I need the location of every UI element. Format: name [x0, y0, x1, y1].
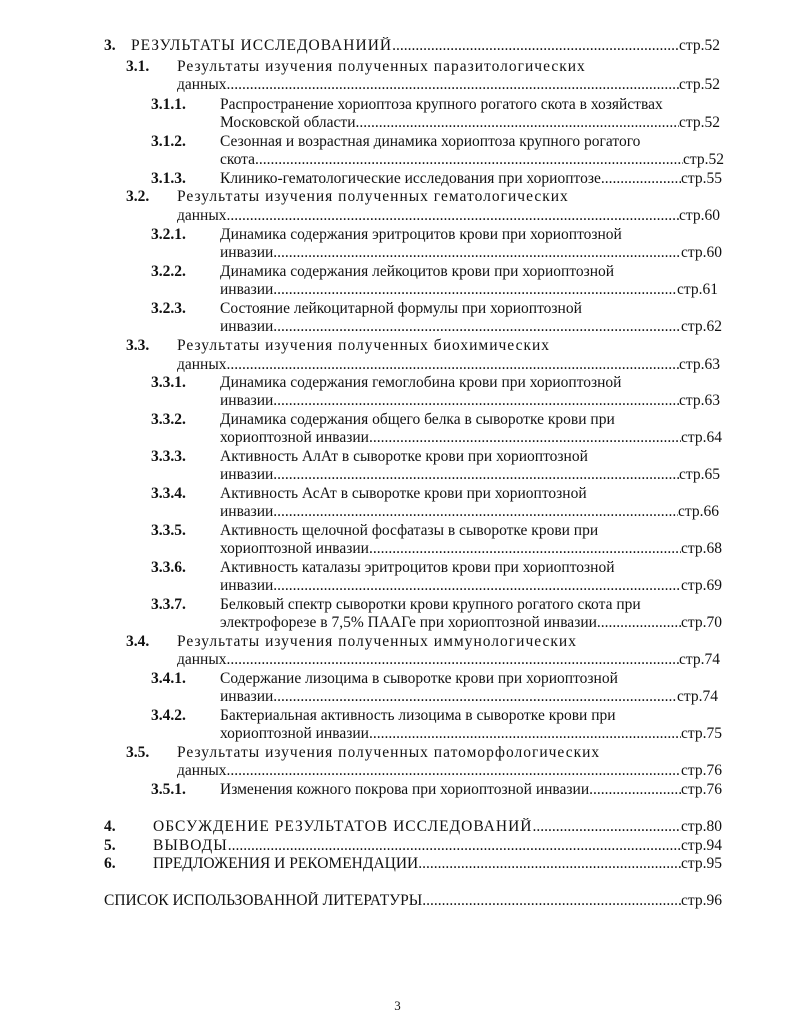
entry-page: стр.69 — [681, 577, 722, 594]
entry-number: 3.2.3. — [151, 300, 186, 317]
entry-line — [220, 540, 722, 558]
entry-title-cont: данных — [177, 651, 227, 668]
entry-title-cont: хориоптозной инвазии — [220, 429, 369, 446]
entry-line — [153, 837, 722, 855]
toc-entry-3-4-1-cont — [0, 688, 795, 706]
toc-entry-3-5 — [0, 744, 795, 762]
toc-entry-3-3-cont — [0, 356, 795, 374]
entry-title: Распространение хориоптоза крупного рогатого скота в хозяйствах — [220, 96, 663, 113]
entry-title: Результаты изучения полученных гематологических — [177, 188, 569, 205]
toc-entry-3-2-2-cont — [0, 281, 795, 299]
entry-line — [220, 244, 722, 262]
entry-number: 3.5. — [126, 744, 150, 761]
dot-leader — [273, 244, 681, 262]
toc-entry-3-1-1-cont — [0, 114, 795, 132]
entry-line — [177, 762, 722, 780]
entry-line — [220, 725, 722, 743]
dot-leader — [228, 837, 681, 855]
entry-number: 4. — [104, 818, 116, 835]
entry-title-cont: скота — [220, 151, 256, 168]
entry-page: стр.52 — [679, 114, 720, 131]
entry-line — [153, 818, 722, 836]
dot-leader — [597, 614, 681, 632]
entry-title: Динамика содержания эритроцитов крови при хориоптозной — [220, 226, 622, 243]
entry-line — [177, 207, 720, 225]
dot-leader — [273, 318, 681, 336]
entry-line — [220, 281, 718, 299]
toc-entry-3-3-2-cont — [0, 429, 795, 447]
dot-leader — [601, 170, 681, 188]
entry-line — [220, 392, 720, 410]
toc-entry-6 — [0, 855, 795, 873]
entry-title-cont: инвазии — [220, 688, 274, 705]
entry-number: 3.1.1. — [151, 96, 186, 113]
entry-title-cont: инвазии — [220, 466, 274, 483]
toc-entry-3-4-1 — [0, 670, 795, 688]
toc-entry-3-3-6-cont — [0, 577, 795, 595]
entry-number: 3.2.1. — [151, 226, 186, 243]
dot-leader — [369, 725, 681, 743]
entry-number: 3.3.6. — [151, 559, 186, 576]
entry-number: 3.1. — [126, 58, 150, 75]
entry-page: стр.70 — [681, 614, 722, 631]
entry-title-cont: инвазии — [220, 281, 274, 298]
entry-line — [131, 37, 720, 55]
entry-line — [220, 577, 722, 595]
toc-entry-3 — [0, 37, 795, 55]
entry-line — [220, 503, 719, 521]
toc-entry-references — [0, 892, 795, 910]
entry-page: стр.75 — [681, 725, 722, 742]
dot-leader — [418, 855, 681, 873]
entry-number: 3.3.1. — [151, 374, 186, 391]
entry-page: стр.64 — [681, 429, 722, 446]
entry-line — [177, 76, 720, 94]
entry-title: Белковый спектр сыворотки крови крупного рогатого скота при — [220, 596, 641, 613]
entry-title: Результаты изучения полученных патоморфологических — [177, 744, 601, 761]
page-number: 3 — [394, 998, 401, 1013]
entry-title: Динамика содержания гемоглобина крови при хориоптозной — [220, 374, 622, 391]
entry-page: стр.68 — [681, 540, 722, 557]
dot-leader — [273, 503, 678, 521]
toc-entry-3-3-6 — [0, 559, 795, 577]
entry-number: 6. — [104, 855, 116, 872]
entry-page: стр.74 — [679, 651, 720, 668]
toc-entry-3-3-1 — [0, 374, 795, 392]
toc-entry-3-1-2-cont — [0, 151, 795, 169]
entry-page: стр.52 — [683, 151, 724, 168]
entry-title: Результаты изучения полученных иммунологических — [177, 633, 577, 650]
entry-page: стр.95 — [681, 855, 722, 872]
entry-line — [220, 318, 722, 336]
entry-line — [220, 466, 720, 484]
toc-entry-3-3-7 — [0, 596, 795, 614]
entry-number: 3.1.3. — [151, 170, 186, 187]
entry-line — [220, 429, 722, 447]
toc-entry-3-3-4 — [0, 485, 795, 503]
entry-title: Изменения кожного покрова при хориоптозной инвазии — [220, 781, 590, 798]
entry-page: стр.61 — [677, 281, 718, 298]
entry-line — [220, 688, 718, 706]
toc-entry-3-3-4-cont — [0, 503, 795, 521]
entry-number: 3.1.2. — [151, 133, 186, 150]
entry-line — [220, 114, 720, 132]
toc-entry-5 — [0, 837, 795, 855]
entry-line — [220, 170, 722, 188]
toc-entry-3-3-5-cont — [0, 540, 795, 558]
entry-page: стр.60 — [681, 244, 722, 261]
entry-title-cont: электрофорезе в 7,5% ПААГе при хориоптозной инвазии — [220, 614, 597, 631]
toc-entry-3-2-cont — [0, 207, 795, 225]
toc-entry-3-2-2 — [0, 263, 795, 281]
dot-leader — [227, 762, 682, 780]
entry-page: стр.63 — [679, 392, 720, 409]
toc-entry-3-2-3-cont — [0, 318, 795, 336]
toc-entry-3-3-3-cont — [0, 466, 795, 484]
entry-title-cont: инвазии — [220, 392, 274, 409]
entry-title: ВЫВОДЫ — [153, 837, 228, 854]
entry-number: 3.3.7. — [151, 596, 186, 613]
entry-page: стр.76 — [681, 762, 722, 779]
entry-page: стр.76 — [681, 781, 722, 798]
entry-title-cont: данных — [177, 76, 227, 93]
entry-title: Динамика содержания лейкоцитов крови при хориоптозной — [220, 263, 615, 280]
toc-entry-3-2-3 — [0, 300, 795, 318]
entry-number: 3. — [104, 37, 116, 54]
entry-line — [153, 855, 722, 873]
entry-page: стр.66 — [678, 503, 719, 520]
entry-number: 3.3.2. — [151, 411, 186, 428]
entry-title: Динамика содержания общего белка в сыворотке крови при — [220, 411, 615, 428]
entry-title: Состояние лейкоцитарной формулы при хориоптозной — [220, 300, 582, 317]
entry-page: стр.62 — [681, 318, 722, 335]
entry-line — [177, 356, 720, 374]
entry-page: стр.65 — [679, 466, 720, 483]
dot-leader — [273, 577, 681, 595]
entry-title: Бактериальная активность лизоцима в сыворотке крови при — [220, 707, 616, 724]
toc-entry-3-5-cont — [0, 762, 795, 780]
entry-line — [220, 151, 724, 169]
toc-entry-4 — [0, 818, 795, 836]
entry-line — [104, 892, 722, 910]
entry-number: 3.4.1. — [151, 670, 186, 687]
dot-leader — [589, 781, 681, 799]
entry-number: 3.4. — [126, 633, 150, 650]
toc-entry-3-4 — [0, 633, 795, 651]
dot-leader — [532, 818, 681, 836]
dot-leader — [369, 429, 681, 447]
entry-title: ПРЕДЛОЖЕНИЯ И РЕКОМЕНДАЦИИ — [153, 855, 419, 872]
entry-number: 3.3.4. — [151, 485, 186, 502]
toc-entry-3-2-1-cont — [0, 244, 795, 262]
toc-entry-3-2 — [0, 188, 795, 206]
toc-entry-3-1-3 — [0, 170, 795, 188]
entry-line — [220, 781, 722, 799]
entry-title-cont: данных — [177, 207, 227, 224]
entry-line — [177, 651, 720, 669]
entry-number: 3.4.2. — [151, 707, 186, 724]
entry-page: стр.52 — [679, 37, 720, 54]
entry-title-cont: инвазии — [220, 577, 274, 594]
entry-title: Содержание лизоцима в сыворотке крови при хориоптозной — [220, 670, 618, 687]
dot-leader — [227, 651, 680, 669]
entry-title: Активность АлАт в сыворотке крови при хориоптозной — [220, 448, 588, 465]
entry-page: стр.96 — [681, 892, 722, 909]
entry-number: 3.3.5. — [151, 522, 186, 539]
toc-entry-3-3-1-cont — [0, 392, 795, 410]
entry-title-cont: инвазии — [220, 503, 274, 520]
toc-entry-3-5-1 — [0, 781, 795, 799]
entry-page: стр.55 — [681, 170, 722, 187]
toc-entry-3-2-1 — [0, 226, 795, 244]
entry-title: ОБСУЖДЕНИЕ РЕЗУЛЬТАТОВ ИССЛЕДОВАНИЙ — [153, 818, 533, 835]
entry-title-cont: Московской области — [220, 114, 356, 131]
entry-title-cont: инвазии — [220, 244, 274, 261]
entry-title-cont: хориоптозной инвазии — [220, 725, 369, 742]
toc-entry-3-1-1 — [0, 96, 795, 114]
dot-leader — [273, 688, 677, 706]
entry-title: Активность каталазы эритроцитов крови при хориоптозной — [220, 559, 615, 576]
entry-title-cont: данных — [177, 356, 227, 373]
dot-leader — [422, 892, 681, 910]
entry-title-cont: инвазии — [220, 318, 274, 335]
entry-title: Клинико-гематологические исследования при хориоптозе — [220, 170, 601, 187]
dot-leader — [356, 114, 680, 132]
entry-title: Сезонная и возрастная динамика хориоптоза крупного рогатого — [220, 133, 641, 150]
entry-page: стр.94 — [681, 837, 722, 854]
toc-entry-3-4-2-cont — [0, 725, 795, 743]
dot-leader — [227, 356, 680, 374]
toc-entry-3-1-cont — [0, 76, 795, 94]
entry-title-cont: хориоптозной инвазии — [220, 540, 369, 557]
entry-title: Активность АсАт в сыворотке крови при хориоптозной — [220, 485, 587, 502]
toc-entry-3-3-5 — [0, 522, 795, 540]
entry-title: Активность щелочной фосфатазы в сыворотке крови при — [220, 522, 599, 539]
entry-number: 3.2.2. — [151, 263, 186, 280]
dot-leader — [273, 466, 679, 484]
entry-page: стр.63 — [679, 356, 720, 373]
entry-title: Результаты изучения полученных паразитологических — [177, 58, 586, 75]
dot-leader — [273, 281, 677, 299]
entry-page: стр.80 — [681, 818, 722, 835]
entry-page: стр.52 — [679, 76, 720, 93]
entry-number: 3.2. — [126, 188, 150, 205]
toc-entry-3-3-3 — [0, 448, 795, 466]
toc-entry-3-3 — [0, 337, 795, 355]
entry-line — [220, 614, 722, 632]
dot-leader — [369, 540, 681, 558]
dot-leader — [273, 392, 679, 410]
entry-title-cont: данных — [177, 762, 227, 779]
dot-leader — [227, 207, 680, 225]
entry-page: стр.74 — [677, 688, 718, 705]
toc-entry-3-4-cont — [0, 651, 795, 669]
entry-title: РЕЗУЛЬТАТЫ ИССЛЕДОВАНИИЙ — [131, 37, 393, 54]
entry-number: 3.3.3. — [151, 448, 186, 465]
entry-title: Результаты изучения полученных биохимических — [177, 337, 551, 354]
dot-leader — [227, 76, 680, 94]
entry-number: 3.3. — [126, 337, 150, 354]
toc-entry-3-4-2 — [0, 707, 795, 725]
toc-entry-3-1-2 — [0, 133, 795, 151]
dot-leader — [392, 37, 679, 55]
toc-entry-3-3-7-cont — [0, 614, 795, 632]
toc-entry-3-3-2 — [0, 411, 795, 429]
toc-entry-3-1 — [0, 58, 795, 76]
entry-title: СПИСОК ИСПОЛЬЗОВАННОЙ ЛИТЕРАТУРЫ — [104, 892, 423, 909]
entry-number: 5. — [104, 837, 116, 854]
entry-number: 3.5.1. — [151, 781, 186, 798]
entry-page: стр.60 — [679, 207, 720, 224]
dot-leader — [255, 151, 683, 169]
